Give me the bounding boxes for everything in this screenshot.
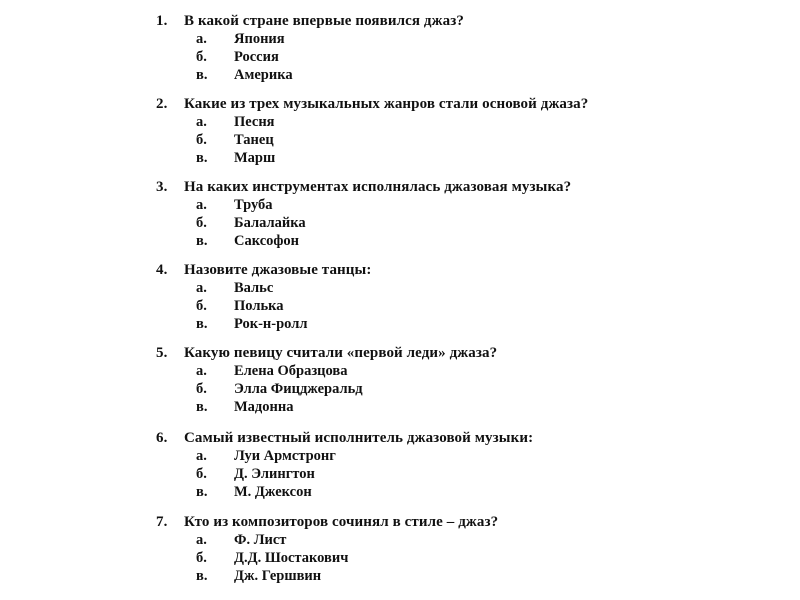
question-text: В какой стране впервые появился джаз? [184,13,464,29]
question-4-line [156,261,756,279]
option-a [196,30,756,48]
question-text: На каких инструментах исполнялась джазовая музыка? [184,179,572,195]
option-c [196,315,756,333]
option-letter: а. [196,532,207,548]
option-letter: б. [196,298,207,314]
option-letter: в. [196,150,208,166]
option-text: Полька [234,298,284,314]
option-text: Рок-н-ролл [234,316,308,332]
option-b [196,297,756,315]
option-letter: б. [196,381,207,397]
option-text: М. Джексон [234,484,312,500]
option-c [196,66,756,84]
option-text: Д. Элингтон [234,466,315,482]
option-c [196,398,756,416]
option-text: Дж. Гершвин [234,568,322,584]
option-letter: а. [196,31,207,47]
question-number: 3. [156,179,168,195]
option-text: Вальс [234,280,274,296]
option-text: Ф. Лист [234,532,287,548]
question-text: Кто из композиторов сочинял в стиле – джаз? [184,514,499,530]
option-a [196,279,756,297]
option-text: Луи Армстронг [234,448,336,464]
question-text: Какую певицу считали «первой леди» джаза? [184,345,498,361]
option-text: Марш [234,150,276,166]
option-letter: в. [196,233,208,249]
question-number: 7. [156,514,168,530]
options-list [196,196,756,250]
option-letter: в. [196,399,208,415]
option-text: Америка [234,67,293,83]
question-number: 6. [156,430,168,446]
question-7 [156,513,756,585]
option-b [196,214,756,232]
options-list [196,447,756,501]
option-letter: а. [196,280,207,296]
option-b [196,131,756,149]
question-5 [156,344,756,416]
option-letter: б. [196,550,207,566]
option-letter: б. [196,215,207,231]
option-letter: а. [196,114,207,130]
question-5-line [156,344,756,362]
options-list [196,113,756,167]
question-6 [156,429,756,501]
question-number: 4. [156,262,168,278]
question-3-line [156,178,756,196]
question-2-line [156,95,756,113]
option-text: Песня [234,114,275,130]
question-number: 1. [156,13,168,29]
question-1-line [156,12,756,30]
option-a [196,196,756,214]
options-list [196,30,756,84]
option-c [196,232,756,250]
question-number: 2. [156,96,168,112]
option-a [196,447,756,465]
option-c [196,149,756,167]
option-text: Саксофон [234,233,300,249]
option-c [196,567,756,585]
option-text: Танец [234,132,274,148]
option-text: Балалайка [234,215,306,231]
question-text: Самый известный исполнитель джазовой музыки: [184,430,534,446]
option-letter: а. [196,363,207,379]
option-text: Россия [234,49,279,65]
option-text: Мадонна [234,399,294,415]
options-list [196,279,756,333]
question-1 [156,12,756,84]
option-text: Япония [234,31,285,47]
option-b [196,465,756,483]
option-b [196,549,756,567]
option-letter: в. [196,67,208,83]
question-6-line [156,429,756,447]
option-text: Д.Д. Шостакович [234,550,349,566]
option-letter: а. [196,197,207,213]
option-letter: в. [196,568,208,584]
options-list [196,362,756,416]
option-text: Элла Фицджеральд [234,381,363,397]
option-text: Труба [234,197,273,213]
option-letter: в. [196,484,208,500]
options-list [196,531,756,585]
question-text: Назовите джазовые танцы: [184,262,372,278]
option-a [196,362,756,380]
question-4 [156,261,756,333]
option-b [196,48,756,66]
option-letter: б. [196,466,207,482]
option-text: Елена Образцова [234,363,348,379]
question-2 [156,95,756,167]
option-letter: а. [196,448,207,464]
option-a [196,113,756,131]
question-7-line [156,513,756,531]
option-letter: в. [196,316,208,332]
question-text: Какие из трех музыкальных жанров стали основой джаза? [184,96,589,112]
question-number: 5. [156,345,168,361]
option-letter: б. [196,132,207,148]
option-letter: б. [196,49,207,65]
option-a [196,531,756,549]
option-c [196,483,756,501]
option-b [196,380,756,398]
question-3 [156,178,756,250]
